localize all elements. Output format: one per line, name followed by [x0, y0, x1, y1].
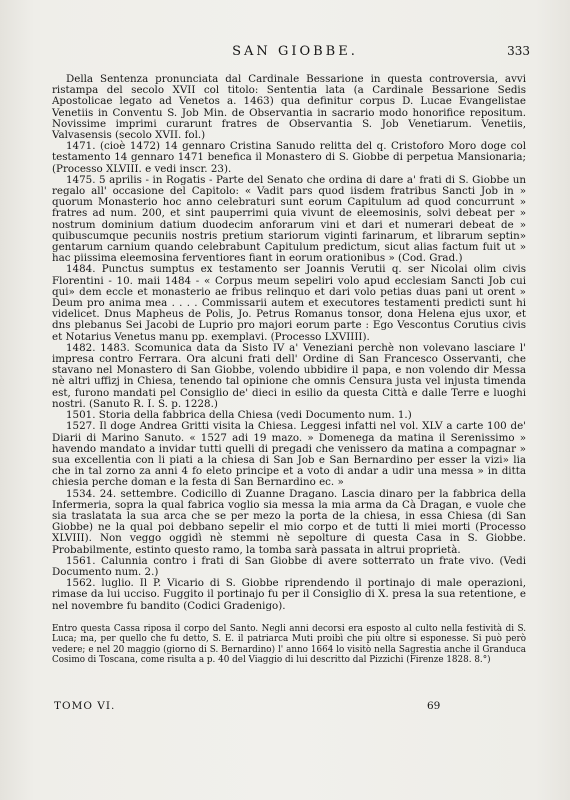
paragraph-1562: 1562. luglio. Il P. Vicario di S. Giobbe riprendendo il portinajo di male operazioni, rimase da lui ucciso. Fuggito il portinajo fu per il Consiglio di X. presa la sua retentione, e nel novembre fu bandito (Codici Gradenigo). [52, 577, 526, 612]
paragraph-1527: 1527. Il doge Andrea Gritti visita la Chiesa. Leggesi infatti nel vol. XLV a carte 100 de' Diarii di Marino Sanuto. « 1527 adi 19 mazo. » Domenega da matina il Serenissimo » havendo mandato a invidar tutti quelli di pregadi che venissero da matina a compagnar » sua excellentia con li piati a la chiesa di San Job e San Bernardino per esser la vizi» lia che in tal zorno za anni 4 fo eleto principe et a voto di andar a udir una messa » in ditta chiesia perche doman e la festa di San Bernardino ec. » [52, 420, 526, 489]
paragraph-bessarione-sentence: Della Sentenza pronunciata dal Cardinale Bessarione in questa controversia, avvi ristampa del secolo XVII col titolo: Sententia lata (a Cardinale Bessarione Sedis Apostolicae legato ad Venetos a. 1463) qua definitur corpus D. Lucae Evangelistae Venetiis in Conventu S. Job Min. de Observantia in sacrario modo honorifice repositum. Novissime imprimi curarunt fratres de Observantia S. Job Venetiarum. Venetiis, Valvasensis (secolo XVII. fol.) [52, 73, 526, 142]
signature-mark: 69 [427, 700, 441, 712]
paragraph-1475: 1475. 5 aprilis - in Rogatis - Parte del Senato che ordina di dare a' frati di S. Giobbe un regalo all' occasione del Capitolo: « Vadit pars quod iisdem fratribus Sancti Job in » quorum Monasterio hoc anno celebraturi sunt eorum Capitulum ad quod concurrunt » fratres ad num. 200, et sint pauperrimi quia vivunt de eleemosinis, solvi debeat per » nostrum dominium datium duodecim anforarum vini et dari et numerari debeat de » quibuscumque pecuniis nostris pretium stariorum viginti farinarum, et librarum septin» gentarum carnium quando celebrabunt Capitulum predictum, sicut alias factum fuit ut » hac piissima eleemosina ferventiores fiant in eorum orationibus » (Cod. Grad.) [52, 173, 526, 265]
footnote [52, 624, 526, 666]
running-title: SAN GIOBBE. [232, 44, 358, 59]
main-text [52, 74, 526, 612]
page-number: 333 [507, 44, 530, 58]
paragraph-1561: 1561. Calunnia contro i frati di San Giobbe di avere sotterrato un frate vivo. (Vedi Documento num. 2.) [52, 554, 526, 578]
footnote-separator [52, 616, 526, 617]
paragraph-1471: 1471. (cioè 1472) 14 gennaro Cristina Sanudo relitta del q. Cristoforo Moro doge col testamento 14 gennaro 1471 benefica il Monastero di S. Giobbe di perpetua Mansionaria; (Processo XLVIII. e vedi inscr. 23). [52, 140, 526, 175]
paragraph-1482: 1482. 1483. Scomunica data da Sisto IV a' Veneziani perchè non volevano lasciare l' impresa contro Ferrara. Ora alcuni frati dell' Ordine di San Francesco Osservanti, che stavano nel Monastero di San Giobbe, volendo ubbidire il papa, e non volendo dir Messa nè altri uffizj in Chiesa, tenendo tal opinione che omnis Censura justa vel injusta timenda est, furono mandati pel Consiglio de' dieci in esilio da questa Città e dalle Terre e luoghi nostri. (Sanuto R. I. S. p. 1228.) [52, 341, 526, 410]
page-footer [52, 700, 526, 714]
paragraph-1501: 1501. Storia della fabbrica della Chiesa (vedi Documento num. 1.) [66, 409, 412, 422]
paragraph-1534: 1534. 24. settembre. Codicillo di Zuanne Dragano. Lascia dinaro per la fabbrica della Infermeria, sopra la qual fabrica voglio sia messa la mia arma da Cà Dragan, e vuole che sia traslatata la sua arca che se per mezo la porta de la chiesa, in essa Chiesa (di San Giobbe) ne la qual poi debbano sepelir el mio corpo et de tutti li miei morti (Processo XLVIII). Non veggo oggidì nè stemmi nè sepolture di questa Casa in S. Giobbe. Probabilmente, estinto questo ramo, la tomba sarà passata in altrui proprietà. [52, 487, 526, 556]
paragraph-1484: 1484. Punctus sumptus ex testamento ser Joannis Verutii q. ser Nicolai olim civis Florentini - 10. maii 1484 - « Corpus meum sepeliri volo apud ecclesiam Sancti Job cui qui» dem eccle et monasterio ae fribus relinquo et dari volo petias duas pani ut orent » Deum pro anima mea . . . . Commissarii autem et executores testamenti predicti sunt hi videlicet. Dnus Mapheus de Polis, Jo. Petrus Romanus tonsor, dona Helena ejus uxor, et dns plebanus Sei Jacobi de Luprio pro majori eorum parte : Ego Vescontus Corutius civis et Notarius Venetus manu pp. exemplavi. (Processo LXVIIII). [52, 263, 526, 343]
volume-label: TOMO VI. [54, 700, 116, 712]
page-header [60, 44, 530, 64]
footnote-text: Entro questa Cassa riposa il corpo del Santo. Negli anni decorsi era esposto al culto nella festività di S. Luca; ma, per quello che fu detto, S. E. il patriarca Muti proibì che più oltre si esponesse. Si può però vedere; e nel 20 maggio (giorno di S. Bernardino) l' anno 1664 lo visitò nella Sagrestia anche il Granduca Cosimo di Toscana, come risulta a p. 40 del Viaggio di lui descritto dal Pizzichi (Firenze 1828. 8.°) [52, 624, 526, 666]
